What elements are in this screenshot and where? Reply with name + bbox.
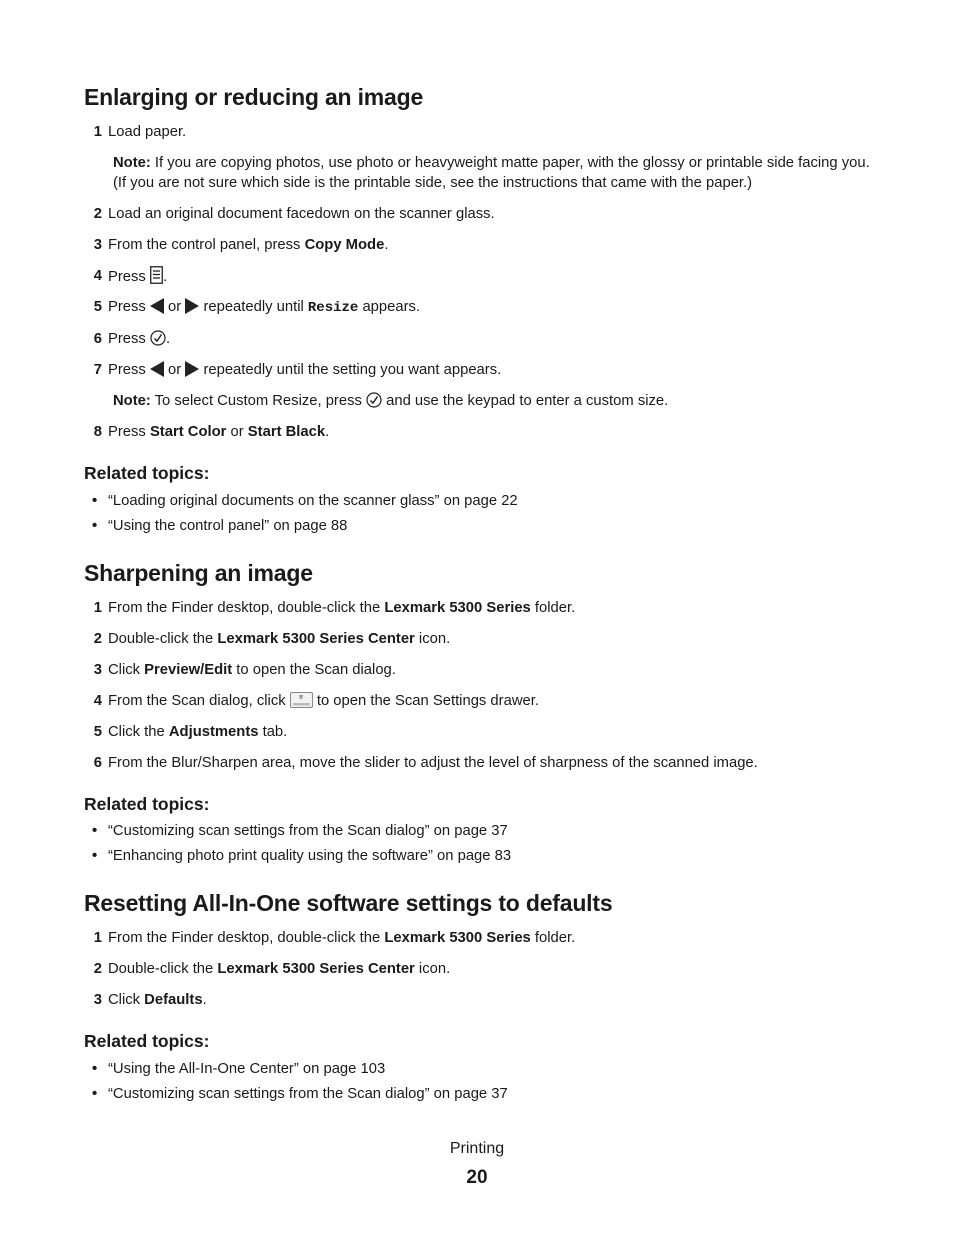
section-title-sharpening: Sharpening an image xyxy=(84,560,313,586)
related-topics-heading: Related topics: xyxy=(84,463,210,483)
select-check-icon xyxy=(366,392,382,408)
note-photo-paper: Note: If you are copying photos, use photo or heavyweight matte paper, with the glossy or printable side facing you. (If you are not sure which side is the printable side, see the instructions that came with the paper.) xyxy=(113,155,870,191)
select-check-icon xyxy=(150,330,166,346)
scan-settings-icon xyxy=(290,692,313,708)
section-title-resetting: Resetting All-In-One software settings to defaults xyxy=(84,890,613,916)
page-number: 20 xyxy=(466,1167,488,1188)
footer-section-name: Printing xyxy=(449,1140,505,1157)
left-arrow-icon xyxy=(150,361,164,377)
left-arrow-icon xyxy=(150,298,164,314)
related-topics-heading: Related topics: xyxy=(84,794,210,814)
right-arrow-icon xyxy=(185,361,199,377)
section-title-enlarging: Enlarging or reducing an image xyxy=(84,84,424,110)
related-topics-heading: Related topics: xyxy=(84,1031,210,1051)
right-arrow-icon xyxy=(185,298,199,314)
menu-icon xyxy=(150,266,163,284)
note-custom-resize: Note: To select Custom Resize, press and use the keypad to enter a custom size. xyxy=(113,393,669,409)
